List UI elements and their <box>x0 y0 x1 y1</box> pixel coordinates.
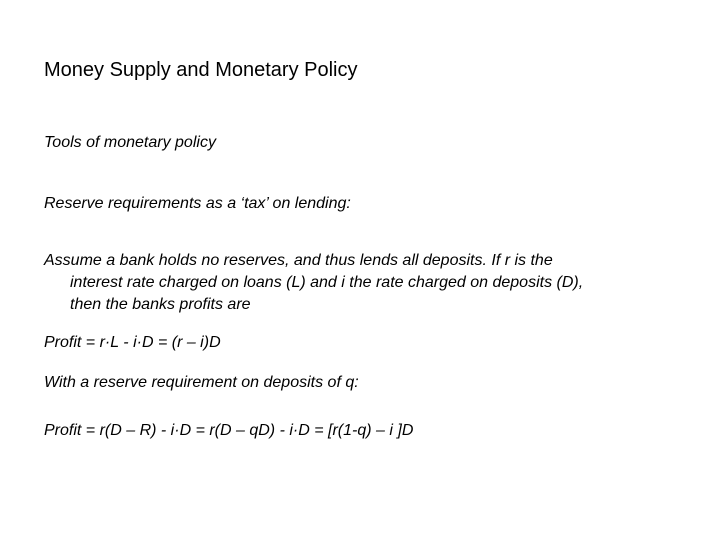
reserve-statement: With a reserve requirement on deposits of q: <box>44 374 359 391</box>
assumption-line-2: interest rate charged on loans (L) and i the rate charged on deposits (D), <box>70 274 584 291</box>
section-heading: Reserve requirements as a ‘tax’ on lending: <box>44 195 351 212</box>
assumption-paragraph <box>44 250 684 316</box>
slide-subtitle: Tools of monetary policy <box>44 134 216 151</box>
assumption-line-1: Assume a bank holds no reserves, and thus lends all deposits. If r is the <box>44 252 553 269</box>
assumption-line-3: then the banks profits are <box>70 296 251 313</box>
profit-formula: Profit = r·L - i·D = (r – i)D <box>44 334 221 351</box>
slide-title: Money Supply and Monetary Policy <box>44 59 358 81</box>
profit-formula-with-reserve: Profit = r(D – R) - i·D = r(D – qD) - i·D = [r(1-q) – i ]D <box>44 422 414 439</box>
